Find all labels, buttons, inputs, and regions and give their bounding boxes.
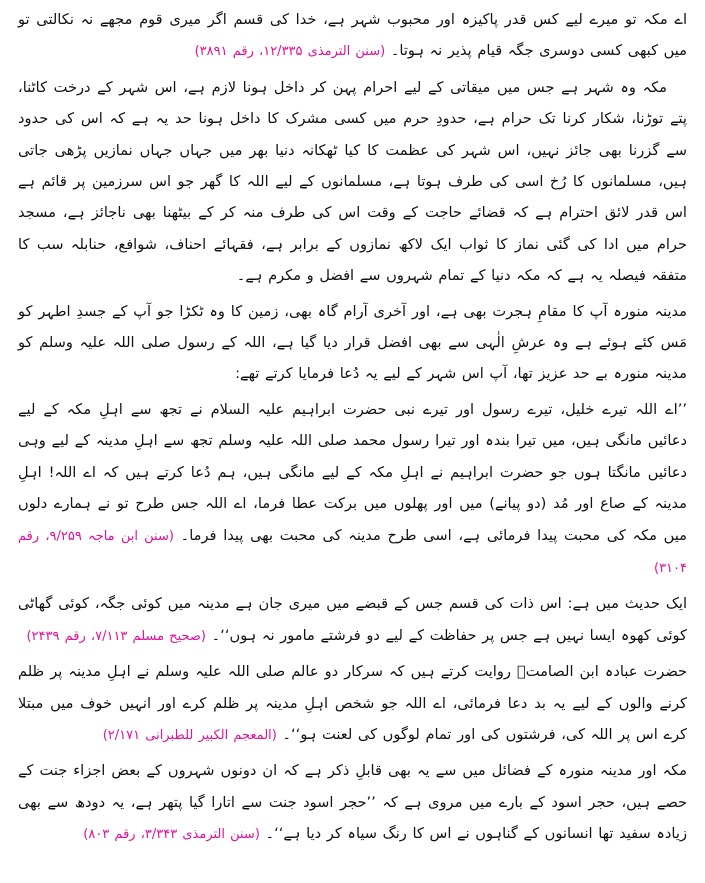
paragraph-4 (18, 394, 687, 584)
paragraph-1 (18, 4, 687, 68)
paragraph-3-text: مدینہ منورہ آپ کا مقامِ ہجرت بھی ہے، اور آخری آرام گاہ بھی، زمین کا وہ ٹکڑا جو آپ کے جسدِ اطہر کو مَس کئے ہوئے ہے وہ عرشِ الٰہی سے بھی افضل قرار دیا گیا ہے، اللہ کے رسول صلی اللہ علیہ وسلم کو مدینہ منورہ بے حد عزیز تھا، آپ اس شہر کے لیے یہ دُعا فرمایا کرتے تھے: (18, 302, 687, 383)
citation-4: (سنن ابن ماجہ ۹/۲۵۹، رقم ۳۱۰۴) (18, 528, 687, 576)
citation-6: (المعجم الکبیر للطبرانی ۲/۱۷۱) (102, 727, 277, 743)
citation-5: (صحیح مسلم ۷/۱۱۳، رقم ۲۴۳۹) (26, 628, 207, 644)
paragraph-7-text: مکہ اور مدینہ منورہ کے فضائل میں سے یہ بھی قابلِ ذکر ہے کہ ان دونوں شہروں کے بعض اجزاء جنت کے حصے ہیں، حجر اسود کے بارے میں مروی ہے کہ ’’حجر اسود جنت سے اتارا گیا پتھر ہے، یہ دودھ سے بھی زیادہ سفید تھا انسانوں کے گناہوں نے اس کا رنگ سیاہ کر دیا ہے‘‘۔ (18, 762, 687, 843)
citation-1: (سنن الترمذی ۱۲/۳۳۵، رقم ۳۸۹۱) (194, 44, 386, 60)
paragraph-4-text: ’’اے اللہ تیرے خلیل، تیرے رسول اور تیرے نبی حضرت ابراہیم علیہ السلام نے تجھ سے اہلِ مکہ کے لیے دعائیں مانگی ہیں، میں تیرا بندہ اور تیرا رسول محمد صلی اللہ علیہ وسلم تجھ سے اہلِ مدینہ کے لیے وہی دعائیں مانگتا ہوں جو حضرت ابراہیم نے اہلِ مکہ کے لیے مانگی ہیں، ہم دُعا کرتے ہیں کہ اے اللہ! اہلِ مدینہ کے صاع اور مُد (دو پیانے) میں اور پھلوں میں برکت عطا فرما، اے اللہ جس طرح تو نے ہمارے دلوں میں مکہ کی محبت پیدا فرمائی ہے، اسی طرح مدینہ کی محبت بھی پیدا فرما۔ (18, 400, 687, 544)
paragraph-2-text: مکہ وہ شہر ہے جس میں میقاتی کے لیے احرام پہن کر داخل ہونا لازم ہے، اس شہر کے درخت کاٹنا، پتے توڑنا، شکار کرنا تک حرام ہے، حدودِ حرم میں کسی مشرک کا داخل ہونا حد یہ ہے کہ اس کی حدود سے گزرنا بھی جائز نہیں، اس شہر کی عظمت کا کیا ٹھکانہ دنیا بھر میں جہاں جہاں نمازیں پڑھی جاتی ہیں، مسلمانوں کا رُخ اسی کی طرف ہوتا ہے، مسلمانوں کے لیے اللہ کا گھر جو اس سرزمین پر قائم ہے اس قدر لائق احترام ہے کہ قضائے حاجت کے وقت اس کی طرف منہ کر کے بیٹھنا بھی ناجائز ہے، مسجد حرام میں ادا کی گئی نماز کا ثواب ایک لاکھ نمازوں کے برابر ہے، فقہائے احناف، شوافع، حنابلہ سب کا متفقہ فیصلہ یہ ہے کہ مکہ دنیا کے تمام شہروں سے افضل و مکرم ہے۔ (18, 78, 687, 285)
paragraph-6-text: حضرت عبادہ ابن الصامتؓ روایت کرتے ہیں کہ سرکار دو عالم صلی اللہ علیہ وسلم نے اہلِ مدینہ پر ظلم کرنے والوں کے لیے یہ بد دعا فرمائی، اے اللہ جو شخص اہلِ مدینہ پر ظلم کرے اور انہیں خوف میں مبتلا کرے اس پر اللہ کی، فرشتوں کی اور تمام لوگوں کی لعنت ہو‘‘۔ (18, 663, 687, 743)
paragraph-1-text: اے مکہ تو میرے لیے کس قدر پاکیزہ اور محبوب شہر ہے، خدا کی قسم اگر میری قوم مجھے نہ نکالتی تو میں کبھی کسی دوسری جگہ قیام پذیر نہ ہوتا۔ (18, 11, 687, 60)
paragraph-3 (18, 296, 687, 390)
paragraph-2 (18, 72, 687, 292)
paragraph-5 (18, 588, 687, 652)
paragraph-6 (18, 656, 687, 751)
paragraph-5-text: ایک حدیث میں ہے: اس ذات کی قسم جس کے قبضے میں میری جان ہے مدینہ میں کوئی جگہ، کوئی گھاٹی کوئی کھوہ ایسا نہیں ہے جس پر حفاظت کے لیے دو فرشتے مامور نہ ہوں‘‘۔ (18, 595, 687, 644)
citation-7: (سنن الترمذی ۳/۳۴۳، رقم ۸۰۳) (83, 827, 260, 843)
paragraph-7 (18, 755, 687, 850)
